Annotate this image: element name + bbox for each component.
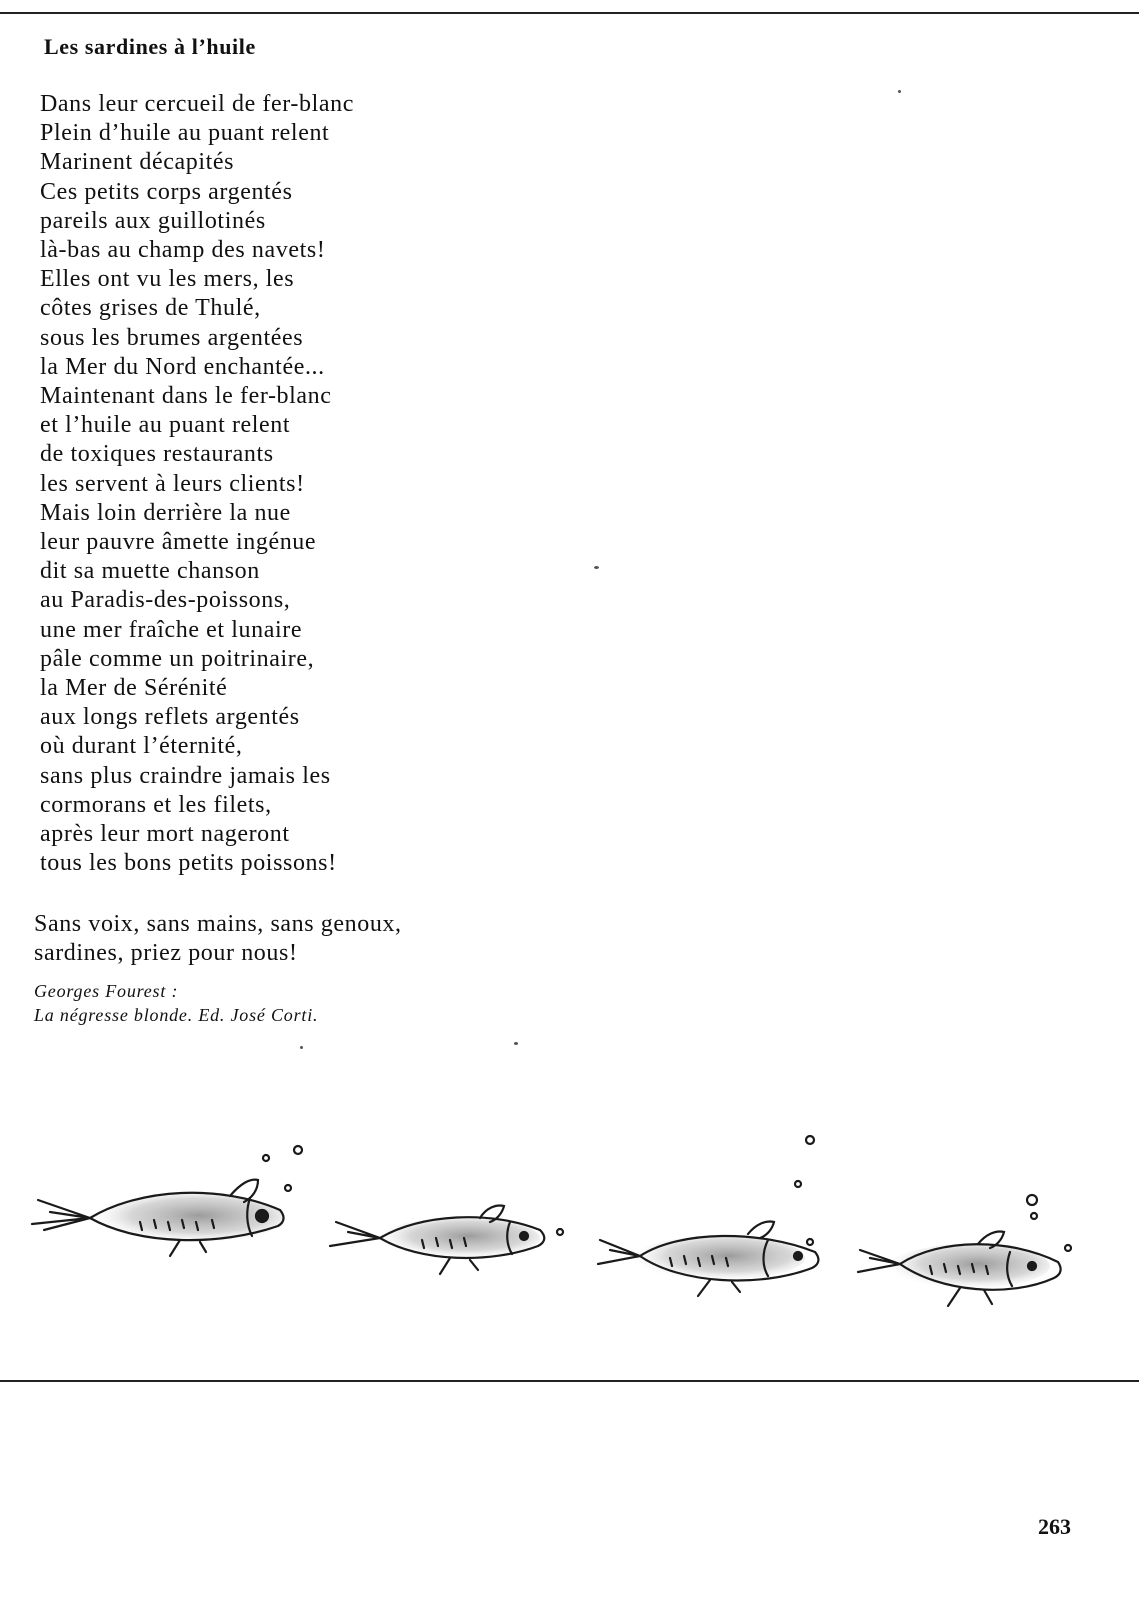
poem-line: aux longs reflets argentés <box>40 704 300 731</box>
fish-2 <box>330 1206 563 1275</box>
poem-line: Maintenant dans le fer-blanc <box>40 383 332 410</box>
poem-line: Plein d’huile au puant relent <box>40 120 330 147</box>
poem-line: après leur mort nageront <box>40 821 290 848</box>
page-number: 263 <box>1038 1514 1071 1539</box>
poem-line: côtes grises de Thulé, <box>40 295 261 322</box>
sardines-swimming-drawing-icon <box>20 1110 1100 1350</box>
envoi-line: Sans voix, sans mains, sans genoux, <box>34 911 402 937</box>
poem-line: au Paradis-des-poissons, <box>40 587 291 614</box>
poem-line: pareils aux guillotinés <box>40 207 266 234</box>
poem-line: là-bas au champ des navets! <box>40 237 326 264</box>
poem-line: Ces petits corps argentés <box>40 178 293 205</box>
print-speck <box>594 566 599 569</box>
poem-line: les servent à leurs clients! <box>40 470 305 497</box>
poem-line: la Mer de Sérénité <box>40 675 228 702</box>
poem-line: où durant l’éternité, <box>40 733 243 760</box>
poem-line: Elles ont vu les mers, les <box>40 266 295 293</box>
credit-author: Georges Fourest : <box>34 981 179 1001</box>
poem-credit <box>34 979 318 1027</box>
poem-line: pâle comme un poitrinaire, <box>40 645 315 672</box>
poem-line: leur pauvre âmette ingénue <box>40 529 317 556</box>
poem-line: et l’huile au puant relent <box>40 412 291 439</box>
poem-title: Les sardines à l’huile <box>44 34 256 59</box>
poem-line: de toxiques restaurants <box>40 441 274 468</box>
print-speck <box>514 1042 518 1045</box>
print-speck <box>300 1046 303 1049</box>
print-speck <box>898 90 901 93</box>
credit-source: La négresse blonde. Ed. José Corti. <box>34 1005 319 1025</box>
poem-line: sous les brumes argentées <box>40 324 304 351</box>
poem-line: sans plus craindre jamais les <box>40 762 331 789</box>
poem-line: Dans leur cercueil de fer-blanc <box>40 91 354 117</box>
poem-line: cormorans et les filets, <box>40 791 272 818</box>
poem-line: la Mer du Nord enchantée... <box>40 353 325 380</box>
fish-1 <box>32 1146 302 1256</box>
poem-line: tous les bons petits poissons! <box>40 850 337 877</box>
poem-line: dit sa muette chanson <box>40 558 260 585</box>
fish-4 <box>858 1195 1071 1306</box>
bottom-rule <box>0 1380 1139 1382</box>
poem-envoi <box>34 910 402 968</box>
poem-line: Marinent décapités <box>40 149 235 176</box>
poem-line: Mais loin derrière la nue <box>40 499 291 526</box>
top-rule <box>0 12 1139 14</box>
fish-3 <box>598 1110 818 1296</box>
poem-body <box>40 90 354 878</box>
envoi-line: sardines, priez pour nous! <box>34 940 298 967</box>
poem-line: une mer fraîche et lunaire <box>40 616 303 643</box>
